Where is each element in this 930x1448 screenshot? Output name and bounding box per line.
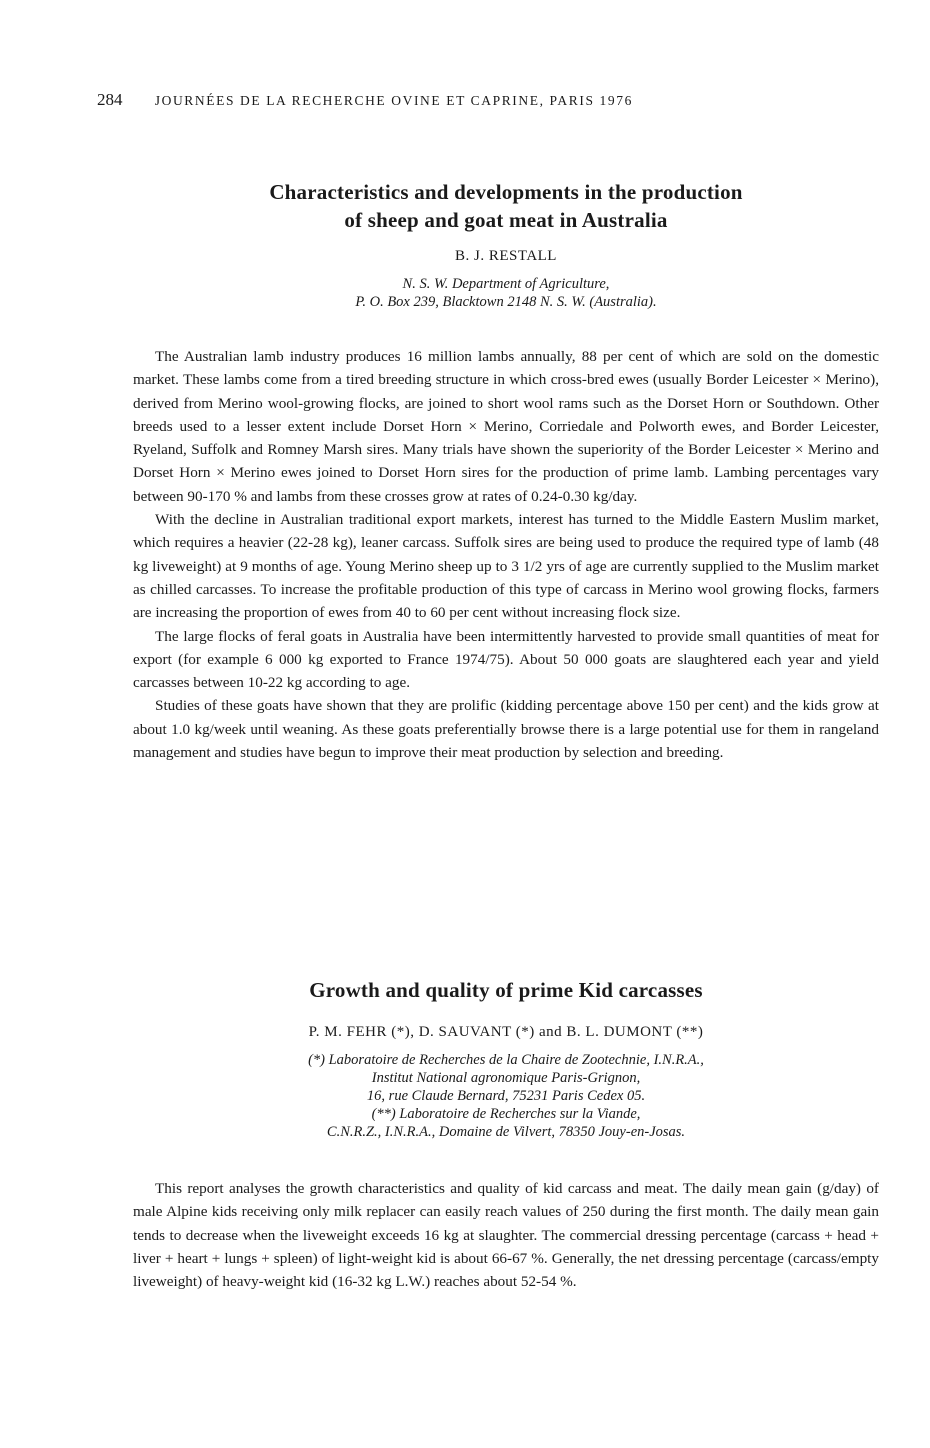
running-head [97,90,832,110]
affiliation-line: (**) Laboratoire de Recherches sur la Viande, [371,1106,641,1122]
title-line: Characteristics and developments in the production [269,180,743,204]
article-authors: P. M. FEHR (*), D. SAUVANT (*) and B. L. DUMONT (**) [308,1024,704,1040]
affiliation-line: Institut National agronomique Paris-Grignon, [371,1070,641,1086]
affiliation-line: P. O. Box 239, Blacktown 2148 N. S. W. (Australia). [355,294,657,310]
author-affiliation [133,1051,879,1141]
body-paragraph: This report analyses the growth characteristics and quality of kid carcass and meat. The daily mean gain (g/day) of male Alpine kids receiving only milk replacer can easily reach values of 250 during the first month. The daily mean gain tends to decrease when the liveweight exceeds 16 kg at slaughter. The commercial dressing percentage (carcass + head + liver + heart + lungs + spleen) of light-weight kid is about 66-67 %. Generally, the net dressing percentage (carcass/empty liveweight) of heavy-weight kid (16-32 kg L.W.) reaches about 52-54 %. [133,1180,879,1291]
body-paragraph: The Australian lamb industry produces 16 million lambs annually, 88 per cent of which are sold on the domestic market. These lambs come from a tired breeding structure in which cross-bred ewes (usually Border Leicester × Merino), derived from Merino wool-growing flocks, are joined to short wool rams such as the Dorset Horn or Southdown. Other breeds used to a lesser extent include Dorset Horn × Merino, Corriedale and Polworth ewes, and Border Leicester, Ryeland, Suffolk and Romney Marsh sires. Many trials have shown the superiority of the Border Leicester × Merino and Dorset Horn × Merino ewes joined to Dorset Horn sires for the production of prime lamb. Lambing percentages vary between 90-170 % and lambs from these crosses grow at rates of 0.24-0.30 kg/day. [133,348,879,505]
article-body [133,1177,879,1293]
article-body [133,345,879,764]
article-restall [133,178,879,764]
body-paragraph: Studies of these goats have shown that they are prolific (kidding percentage above 150 per cent) and the kids grow at about 1.0 kg/week until weaning. As these goats preferentially browse there is a large potential use for them in rangeland management and studies have begun to improve their meat production by selection and breeding. [133,697,879,762]
article-fehr [133,976,879,1293]
title-line: of sheep and goat meat in Australia [344,208,668,232]
affiliation-line: 16, rue Claude Bernard, 75231 Paris Cedex 05. [366,1088,646,1104]
article-authors: B. J. RESTALL [455,248,557,264]
article-title [133,178,879,234]
affiliation-line: (*) Laboratoire de Recherches de la Chaire de Zootechnie, I.N.R.A., [308,1052,704,1068]
affiliation-line: N. S. W. Department of Agriculture, [402,276,610,292]
author-affiliation [133,275,879,311]
journal-title: JOURNÉES DE LA RECHERCHE OVINE ET CAPRINE, PARIS 1976 [154,93,633,108]
body-paragraph: The large flocks of feral goats in Australia have been intermittently harvested to provide small quantities of meat for export (for example 6 000 kg exported to France 1974/75). About 50 000 goats are slaughtered each year and yield carcasses between 10-22 kg according to age. [133,627,879,692]
article-title: Growth and quality of prime Kid carcasses [309,978,703,1002]
body-paragraph: With the decline in Australian traditional export markets, interest has turned to the Middle Eastern Muslim market, which requires a heavier (22-28 kg), leaner carcass. Suffolk sires are being used to produce the required type of lamb (48 kg liveweight) at 9 months of age. Young Merino sheep up to 3 1/2 yrs of age are currently supplied to the Muslim market as chilled carcasses. To increase the profitable production of this type of carcass in Merino wool growing flocks, farmers are increasing the proportion of ewes from 40 to 60 per cent without increasing flock size. [133,511,879,622]
page-number: 284 [97,90,123,109]
affiliation-line: C.N.R.Z., I.N.R.A., Domaine de Vilvert, 78350 Jouy-en-Josas. [326,1124,686,1140]
